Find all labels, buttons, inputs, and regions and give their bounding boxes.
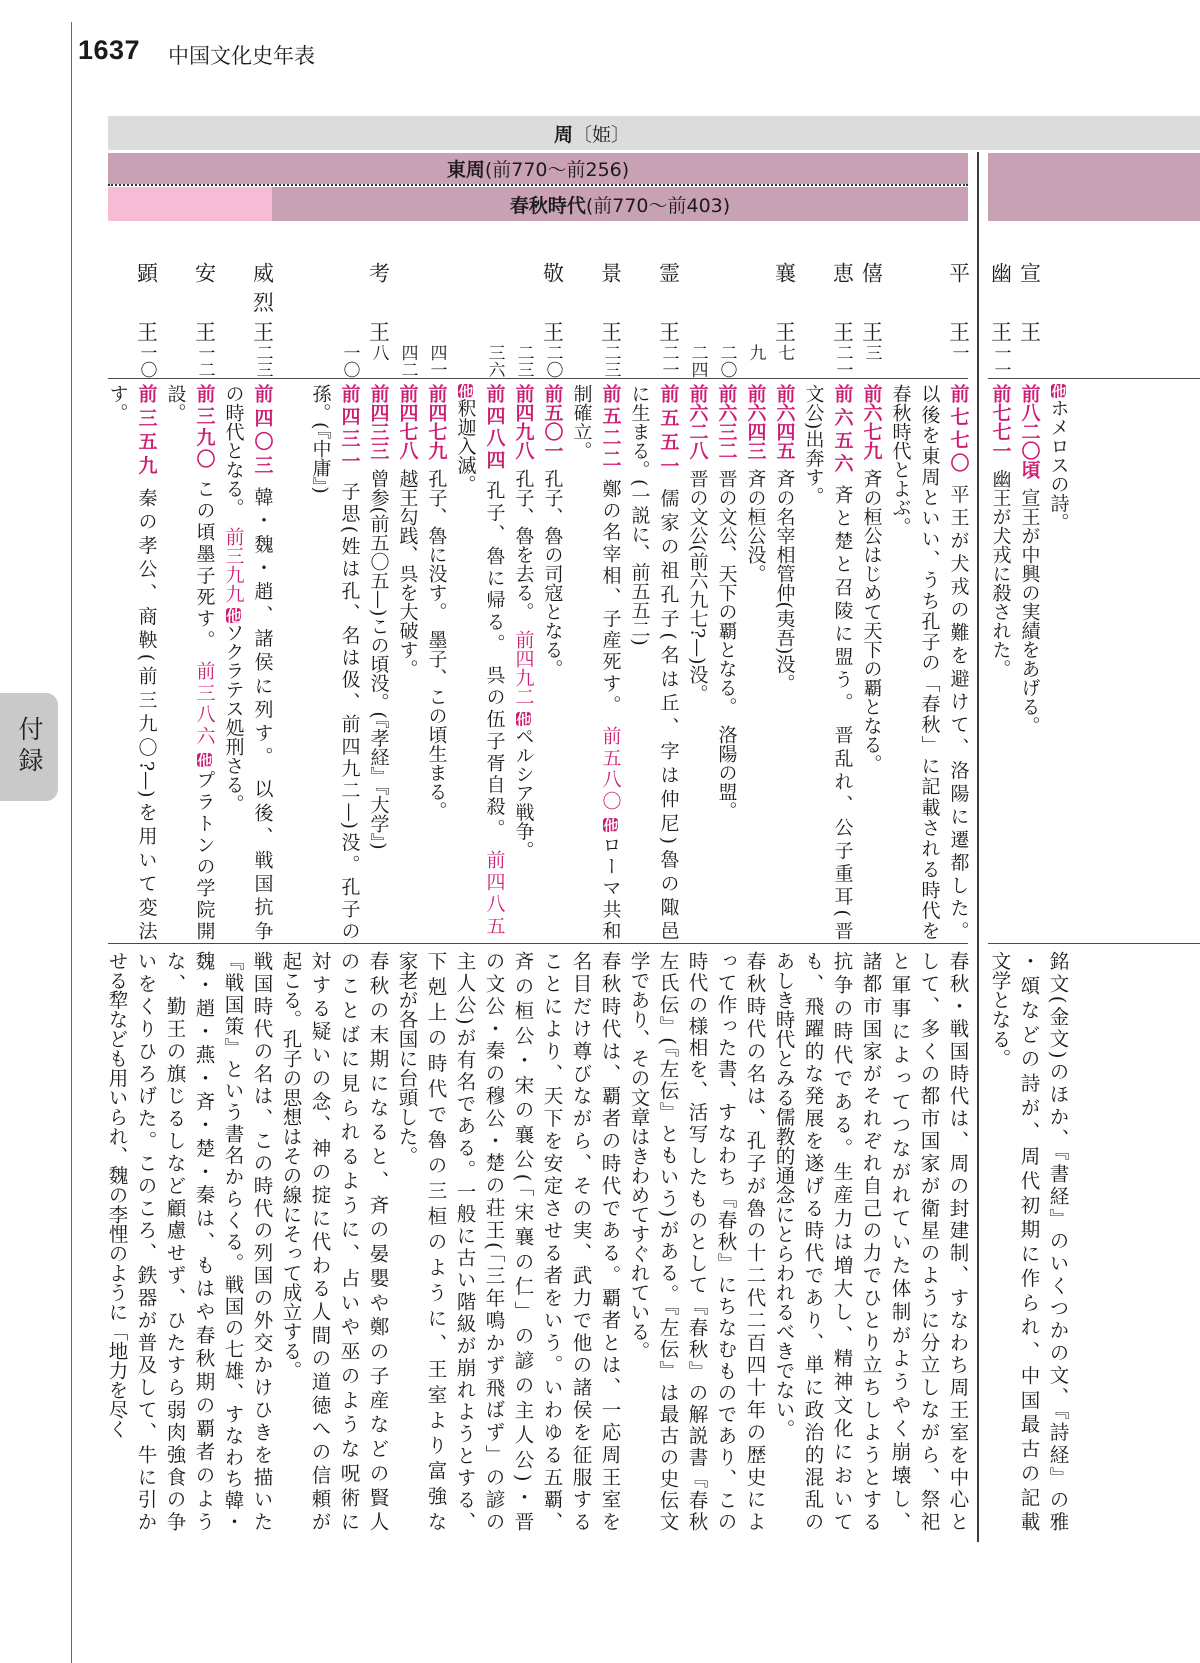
- essay-line: 抗争の時代である。生産力は増大し、精神文化において: [830, 951, 854, 1531]
- reign-year: 二三: [252, 344, 273, 378]
- timeline-entry-line: [509, 384, 538, 940]
- essay-line: いをくりひろげた。このころ、鉄器が普及して、牛に引か: [134, 951, 158, 1531]
- entry-text: 文公)出奔す。: [802, 384, 825, 506]
- side-index-tab: [0, 693, 58, 801]
- essay-line: の文公・秦の穆公・楚の荘王(「三年鳴かず飛ばず」の諺の: [482, 951, 506, 1531]
- essay-line: ことにより、天下を安定させる者をいう。いわゆる五覇、: [540, 951, 564, 1531]
- king-name: 敬王: [540, 262, 565, 342]
- entry-text: 晋の文公、天下の覇となる。: [715, 468, 738, 716]
- entry-date: 前五二二: [599, 384, 622, 471]
- entry-text: 越王勾践、呉を大破す。: [396, 468, 419, 678]
- entry-text: 曾参(前五〇五—)この頃没。(『孝経』『大学』): [367, 468, 390, 850]
- essay-line: 下剋上の時代で魯の三桓のように、王室より富強な: [424, 951, 448, 1531]
- essay-line: ・頌などの詩が、周代初期に作られ、中国最古の記載: [1017, 951, 1041, 1531]
- essay-line: 家老が各国に台頭した。: [395, 951, 419, 1166]
- entry-text: す。: [106, 384, 129, 422]
- note-date: 前五八〇: [599, 725, 622, 813]
- entry-text: 洛陽の盟。: [715, 725, 738, 821]
- era-range: (前770〜前403): [585, 194, 731, 217]
- reign-year: 四二: [397, 344, 418, 378]
- timeline-entry-line: [248, 384, 277, 940]
- timeline-entry-line: [828, 384, 857, 940]
- king-name: 宣王: [1017, 262, 1042, 342]
- entry-text: 以後を東周といい、うち孔子の「春秋」に記載される時代を: [918, 384, 941, 940]
- essay-line: 春秋・戦国時代は、周の封建制、すなわち周王室を中心と: [946, 951, 970, 1531]
- entry-text: プラトンの学院開: [193, 767, 216, 941]
- note-date: 前三九九: [222, 526, 245, 603]
- entry-date: 前四九八: [512, 384, 535, 460]
- timeline-entry-line: [132, 384, 161, 940]
- timeline-entry-line: [654, 384, 683, 940]
- era-name: 春秋時代: [509, 194, 586, 217]
- entry-date: 前三九〇: [193, 384, 216, 471]
- entry-text: 秦の孝公、商鞅(前三九〇?—)を用いて変法: [135, 487, 158, 941]
- entry-date: 前四〇三: [251, 384, 274, 479]
- timeline-entry-line: [538, 384, 567, 940]
- reign-year: 一一: [990, 344, 1011, 378]
- essay-line: 対する疑いの念、神の掟に代わる人間の道徳への信頼が: [308, 951, 332, 1531]
- entry-date: 前四七九: [425, 384, 448, 460]
- entry-date: 前六三二: [715, 384, 738, 460]
- world-event-badge: 他: [514, 711, 533, 727]
- essay-line: 銘文(金文)のほか、『書経』のいくつかの文、『詩経』の雅: [1046, 951, 1070, 1531]
- entry-text: 春秋時代とよぶ。: [889, 384, 912, 536]
- entry-text: ペルシア戦争。: [512, 726, 535, 860]
- reign-year: 二三: [513, 344, 534, 378]
- dynasty-name: 周: [553, 123, 573, 146]
- essay-line: 左氏伝』(『左伝』ともいう)がある。『左伝』は最古の史伝文: [656, 951, 680, 1531]
- entry-date: 前四八四: [483, 384, 506, 472]
- timeline-entry-line: [190, 384, 219, 940]
- timeline-entry-line: [986, 384, 1015, 940]
- timeline-entry-line: [451, 384, 480, 940]
- entry-text: 呉の伍子胥自殺。: [483, 664, 506, 841]
- entry-text: 孔子、魯に帰る。: [483, 480, 506, 656]
- entry-date: 前七七〇: [947, 384, 970, 476]
- world-event-badge: 他: [224, 608, 243, 624]
- entry-text: 子思(姓は孔、名は伋、前四九二—)没。孔子の: [338, 481, 361, 941]
- essay-line: 斉の桓公・宋の襄公(「宋襄の仁」の諺の主人公)・晋: [511, 951, 535, 1531]
- period-range: (前770〜前256): [484, 159, 630, 181]
- timeline-entry-line: [944, 384, 973, 940]
- timeline-entry-line: [393, 384, 422, 940]
- reign-rule-side: [988, 378, 1200, 379]
- timeline-entry-line: [567, 384, 596, 940]
- essay-line: 主人公)が有名である。一般に古い階級が崩れようとする、: [453, 951, 477, 1531]
- timeline-entry-line: [799, 384, 828, 940]
- entry-date: 前六四五: [773, 384, 796, 460]
- entry-date: 前三五九: [135, 384, 158, 479]
- reign-year: 二一: [658, 344, 679, 378]
- era-band-marker: [108, 187, 272, 221]
- note-date: 前三八六: [193, 660, 216, 748]
- entry-date: 前四三一: [338, 384, 361, 473]
- entry-text: 孫。(『中庸』): [309, 384, 332, 494]
- entry-text: ホメロスの詩。: [1047, 398, 1070, 532]
- timeline-entry-line: [277, 384, 306, 940]
- era-label: [272, 187, 968, 221]
- timeline-entry-line: [161, 384, 190, 940]
- entry-text: 孔子、魯の司寇となる。: [541, 468, 564, 678]
- essay-line: な、勤王の旗じるしなど顧慮せず、ひたすら弱肉強食の争: [163, 951, 187, 1531]
- period-name: 東周: [446, 159, 485, 181]
- timeline-entry-line: [219, 384, 248, 940]
- essay-line: 『戦国策』という書名からくる。戦国の七雄、すなわち韓・: [221, 951, 245, 1531]
- timeline-entry-line: [683, 384, 712, 940]
- essay-line: 春秋の末期になると、斉の晏嬰や鄭の子産などの賢人: [366, 951, 390, 1531]
- king-name: 顕王: [134, 262, 159, 342]
- entry-text: 墨子、この頃生まる。: [425, 630, 448, 821]
- essay-line: 文学となる。: [988, 951, 1012, 1068]
- timeline-entry-line: [306, 384, 335, 940]
- reign-year: 一二: [194, 344, 215, 378]
- entry-date: 前五〇一: [541, 384, 564, 460]
- entry-date: 前七七一: [989, 384, 1012, 460]
- entry-date: 前六五六: [831, 384, 854, 477]
- timeline-entry-line: [103, 384, 132, 940]
- essay-line: 春秋時代の名は、孔子が魯の十二代二百四十年の歴史によ: [743, 951, 767, 1531]
- essay-line: と軍事によってつながれていた体制がようやく崩壊し、: [888, 951, 912, 1531]
- timeline-entry-line: [857, 384, 886, 940]
- dynasty-band: [108, 116, 1200, 150]
- reign-year: 八: [368, 344, 389, 361]
- entry-text: 設。: [164, 384, 187, 422]
- entry-text: 制確立。: [570, 384, 593, 460]
- timeline-entry-line: [1015, 384, 1044, 940]
- side-tab-label: 付録: [15, 716, 44, 778]
- entry-text: 斉の桓公はじめて天下の覇となる。: [860, 468, 883, 773]
- essay-rule-side: [988, 943, 1200, 944]
- period-band: [108, 153, 968, 184]
- entry-date: 前四三三: [367, 384, 390, 460]
- entry-text: 孔子、魯を去る。: [512, 468, 535, 621]
- entry-text: 釈迦入滅。: [454, 398, 477, 494]
- section-divider: [977, 152, 979, 1542]
- essay-rule-main: [108, 943, 968, 944]
- entry-text: 儒家の祖孔子(名は丘、字は仲尼)魯の陬邑: [657, 488, 680, 940]
- reign-year: 七: [774, 344, 795, 361]
- note-date: 前四八五: [483, 849, 506, 935]
- entry-text: 晋の文公(前六九七?—)没。: [686, 468, 709, 703]
- timeline-entry-line: [335, 384, 364, 940]
- king-name: 平王: [946, 262, 971, 342]
- entry-text: この頃墨子死す。: [193, 478, 216, 652]
- essay-line: 時代の様相を、活写したものとして『春秋』の解説書『春秋: [685, 951, 709, 1531]
- entry-text: に生まる。(一説に、前五五二): [628, 384, 651, 646]
- reign-year: 三: [861, 344, 882, 361]
- timeline-entry-line: [480, 384, 509, 940]
- entry-text: 平王が犬戎の難を避けて、洛陽に遷都した。: [947, 484, 970, 941]
- entry-text: ローマ共和: [599, 832, 622, 941]
- entry-text: 韓・魏・趙、諸侯に列す。: [251, 486, 274, 770]
- king-name: 襄王: [772, 262, 797, 342]
- essay-line: 戦国時代の名は、この時代の列国の外交かけひきを描いた: [250, 951, 274, 1531]
- page-number: 1637: [78, 35, 141, 65]
- reign-year: 四一: [426, 344, 447, 378]
- essay-line: 名目だけ尊びながら、その実、武力で他の諸侯を征服する: [569, 951, 593, 1531]
- essay-line: 春秋時代は、覇者の時代である。覇者とは、一応周王室を: [598, 951, 622, 1531]
- dynasty-clan: 〔姫〕: [573, 123, 631, 146]
- timeline-entry-line: [1044, 384, 1073, 940]
- entry-text: ソクラテス処刑さる。: [222, 622, 245, 813]
- entry-text: 斉の桓公没。: [744, 468, 767, 583]
- reign-year: 九: [745, 344, 766, 361]
- reign-year: 一〇: [339, 344, 360, 378]
- world-event-badge: 他: [601, 817, 620, 833]
- era-band: [272, 187, 968, 221]
- entry-date: 前八二〇頃: [1018, 384, 1041, 479]
- essay-line: 学であり、その文章はきわめてすぐれている。: [627, 951, 651, 1361]
- entry-text: 斉の名宰相管仲(夷吾)没。: [773, 468, 796, 693]
- band-dotted-divider: [108, 184, 968, 186]
- world-event-badge: 他: [195, 752, 214, 769]
- reign-year: 二一: [832, 344, 853, 378]
- essay-line: って作った書、すなわち『春秋』にちなむものであり、この: [714, 951, 738, 1531]
- king-name: 安王: [192, 262, 217, 342]
- timeline-entry-line: [886, 384, 915, 940]
- king-name: 霊王: [656, 262, 681, 342]
- king-name: 景王: [598, 262, 623, 342]
- king-name: 僖王: [859, 262, 884, 342]
- king-name: 恵王: [830, 262, 855, 342]
- timeline-entry-line: [770, 384, 799, 940]
- timeline-entry-line: [915, 384, 944, 940]
- essay-line: せる犂なども用いられ、魏の李悝のように「地力を尽く: [105, 951, 129, 1439]
- essay-line: あしき時代とみる儒教的通念にとらわれるべきでない。: [772, 951, 796, 1439]
- entry-text: 幽王が犬戎に殺された。: [989, 468, 1012, 678]
- timeline-entry-line: [596, 384, 625, 940]
- entry-date: 前五五一: [657, 384, 680, 480]
- reign-year: 二〇: [716, 344, 737, 378]
- essay-line: して、多くの都市国家が衛星のように分立しながら、祭祀: [917, 951, 941, 1531]
- timeline-entry-line: [422, 384, 451, 940]
- reign-year: 二〇: [542, 344, 563, 378]
- entry-text: 鄭の名宰相、子産死す。: [599, 478, 622, 717]
- margin-rule: [71, 22, 72, 1663]
- entry-text: 斉と楚と召陵に盟う。: [831, 484, 854, 716]
- essay-line: 諸都市国家がそれぞれ自己の力でひとり立ちしようとする: [859, 951, 883, 1531]
- entry-date: 前四七八: [396, 384, 419, 460]
- king-name: 威烈王: [250, 262, 275, 342]
- essay-line: 魏・趙・燕・斉・楚・秦は、もはや春秋期の覇者のよう: [192, 951, 216, 1531]
- period-label: [108, 153, 968, 184]
- side-period-band: [988, 153, 1200, 221]
- note-date: 前四九二: [512, 630, 535, 707]
- king-name: 幽王: [988, 262, 1013, 342]
- reign-year: 二四: [687, 344, 708, 378]
- entry-date: 前六四三: [744, 384, 767, 460]
- entry-text: 晋乱れ、公子重耳(晋: [831, 725, 854, 941]
- essay-line: も、飛躍的な発展を遂げる時代であり、単に政治的混乱の: [801, 951, 825, 1531]
- king-name: 考王: [366, 262, 391, 342]
- dynasty-label: [108, 116, 1076, 150]
- timeline-entry-line: [364, 384, 393, 940]
- entry-text: 宣王が中興の実績をあげる。: [1018, 487, 1041, 735]
- entry-date: 前六二八: [686, 384, 709, 460]
- timeline-entry-line: [625, 384, 654, 940]
- essay-line: のことばに見られるように、占いや巫のような呪術に: [337, 951, 361, 1531]
- entry-text: の時代となる。: [222, 384, 245, 517]
- running-title: 中国文化史年表: [168, 44, 315, 68]
- entry-text: 以後、戦国抗争: [251, 779, 274, 941]
- reign-year: 一〇: [136, 344, 157, 378]
- timeline-entry-line: [741, 384, 770, 940]
- world-event-badge: 他: [1049, 384, 1068, 400]
- reign-year: 二三: [600, 344, 621, 378]
- world-event-badge: 他: [456, 384, 475, 400]
- reign-year: 一: [948, 344, 969, 361]
- essay-line: 起こる。孔子の思想はその線にそって成立する。: [279, 951, 303, 1380]
- entry-date: 前六七九: [860, 384, 883, 460]
- timeline-entry-line: [712, 384, 741, 940]
- reign-year: 三六: [484, 344, 505, 378]
- entry-text: 孔子、魯に没す。: [425, 468, 448, 621]
